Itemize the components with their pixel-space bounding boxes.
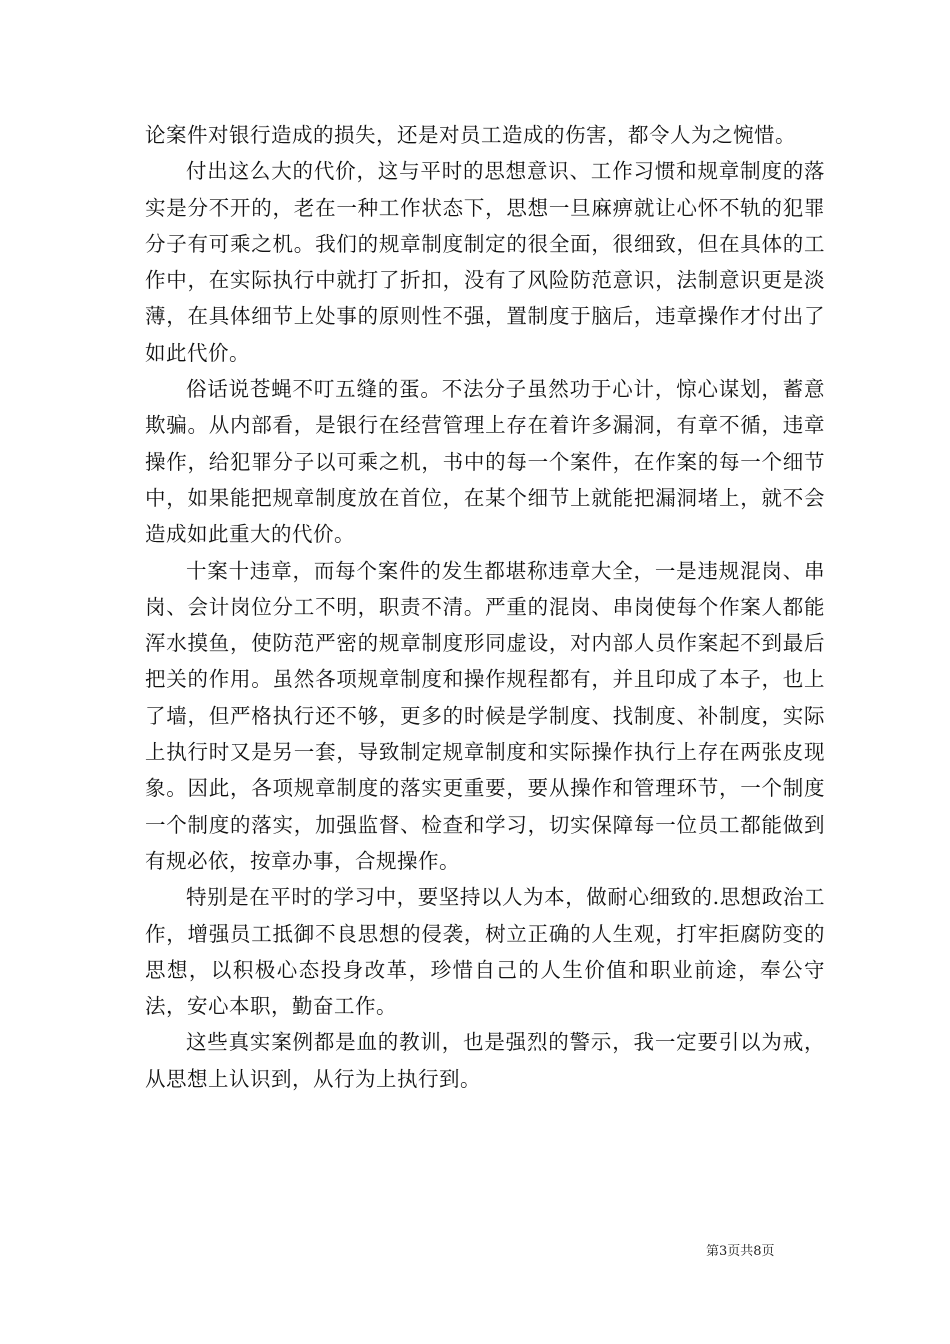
- paragraph: 特别是在平时的学习中，要坚持以人为本，做耐心细致的.思想政治工作，增强员工抵御不良思想的侵袭，树立正确的人生观，打牢拒腐防变的思想，以积极心态投身改革，珍惜自己的人生价值和职业前途，奉公守法，安心本职，勤奋工作。: [145, 885, 825, 1019]
- paragraph: 俗话说苍蝇不叮五缝的蛋。不法分子虽然功于心计，惊心谋划，蓄意欺骗。从内部看，是银行在经营管理上存在着许多漏洞，有章不循，违章操作，给犯罪分子以可乘之机，书中的每一个案件，在作案的每一个细节中，如果能把规章制度放在首位，在某个细节上就能把漏洞堵上，就不会造成如此重大的代价。: [145, 377, 825, 547]
- page-number: 第3页共8页: [706, 1244, 775, 1259]
- paragraph: 付出这么大的代价，这与平时的思想意识、工作习惯和规章制度的落实是分不开的，老在一种工作状态下，思想一旦麻痹就让心怀不轨的犯罪分子有可乘之机。我们的规章制度制定的很全面，很细致，但在具体的工作中，在实际执行中就打了折扣，没有了风险防范意识，法制意识更是淡薄，在具体细节上处事的原则性不强，置制度于脑后，违章操作才付出了如此代价。: [145, 159, 825, 365]
- document-body: [145, 117, 825, 1097]
- paragraph-continued: 论案件对银行造成的损失，还是对员工造成的伤害，都令人为之惋惜。: [145, 123, 796, 147]
- paragraph: 这些真实案例都是血的教训，也是强烈的警示，我一定要引以为戒，从思想上认识到，从行为上执行到。: [145, 1030, 825, 1091]
- page-footer: [706, 1243, 816, 1261]
- paragraph: 十案十违章，而每个案件的发生都堪称违章大全，一是违规混岗、串岗、会计岗位分工不明，职责不清。严重的混岗、串岗使每个作案人都能浑水摸鱼，使防范严密的规章制度形同虚设，对内部人员作案起不到最后把关的作用。虽然各项规章制度和操作规程都有，并且印成了本子，也上了墙，但严格执行还不够，更多的时候是学制度、找制度、补制度，实际上执行时又是另一套，导致制定规章制度和实际操作执行上存在两张皮现象。因此，各项规章制度的落实更重要，要从操作和管理环节，一个制度一个制度的落实，加强监督、检查和学习，切实保障每一位员工都能做到有规必依，按章办事，合规操作。: [145, 558, 825, 873]
